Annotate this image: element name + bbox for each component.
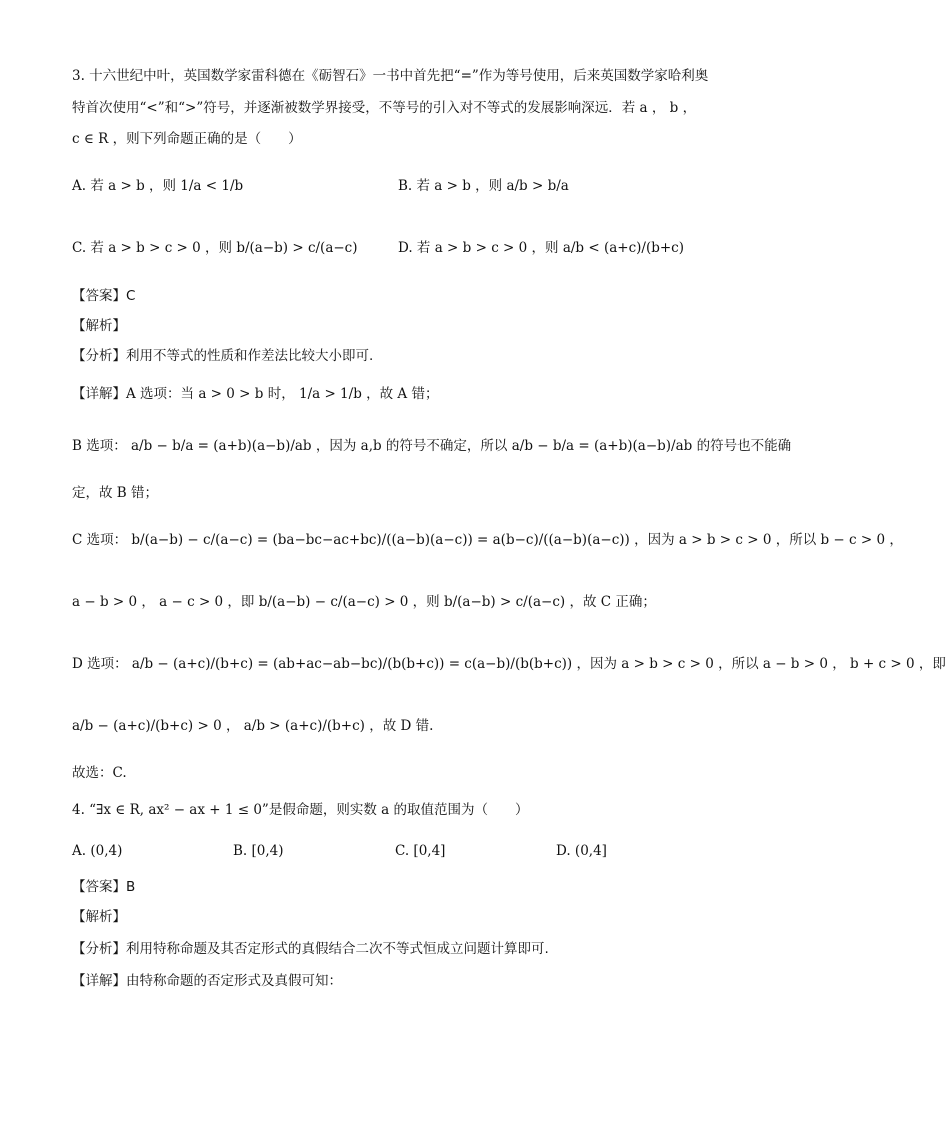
q4-analysis-heading: 【解析】 <box>72 909 126 925</box>
q3-stem-line2: 特首次使用“<”和“>”符号，并逐渐被数学界接受，不等号的引入对不等式的发展影响深远．若 a ， b ， <box>72 100 697 116</box>
q4-answer: 【答案】B <box>72 879 136 895</box>
q3-analysis-summary: 【分析】利用不等式的性质和作差法比较大小即可. <box>72 348 374 364</box>
q3-detail-b-line2: 定，故 B 错； <box>72 485 159 501</box>
q3-detail-c-line1: C 选项： b/(a−b) − c/(a−c) = (ba−bc−ac+bc)/((a−b)(a−c)) = a(b−c)/((a−b)(a−c)) ，因为 a > b > c > 0 ，所以 b − c > 0 ， <box>72 532 903 548</box>
q3-stem-line3: c ∈ R ，则下列命题正确的是（ ） <box>72 131 302 147</box>
q3-detail-d-line2: a/b − (a+c)/(b+c) > 0 ， a/b > (a+c)/(b+c) ，故 D 错. <box>72 718 434 734</box>
q3-option-a: A. 若 a > b ，则 1/a < 1/b <box>72 178 244 194</box>
q4-option-b: B. [0,4) <box>233 843 284 859</box>
q3-detail-d-line1: D 选项： a/b − (a+c)/(b+c) = (ab+ac−ab−bc)/(b(b+c)) = c(a−b)/(b(b+c)) ，因为 a > b > c > 0 ，所以 a − b > 0 ， b + c > 0 ，即 <box>72 656 946 672</box>
q3-detail-a: 【详解】A 选项：当 a > 0 > b 时， 1/a > 1/b ，故 A 错； <box>72 386 439 402</box>
q4-analysis-summary: 【分析】利用特称命题及其否定形式的真假结合二次不等式恒成立问题计算即可. <box>72 941 549 957</box>
q4-option-c: C. [0,4] <box>395 843 446 859</box>
q3-option-c: C. 若 a > b > c > 0 ，则 b/(a−b) > c/(a−c) <box>72 240 358 256</box>
q3-final-choice: 故选：C. <box>72 765 127 781</box>
q4-detail: 【详解】由特称命题的否定形式及真假可知： <box>72 973 342 989</box>
q4-option-a: A. (0,4) <box>72 843 123 859</box>
q3-option-d: D. 若 a > b > c > 0 ，则 a/b < (a+c)/(b+c) <box>398 240 685 256</box>
q3-option-b: B. 若 a > b ，则 a/b > b/a <box>398 178 569 194</box>
q3-detail-c-line2: a − b > 0 ， a − c > 0 ，即 b/(a−b) − c/(a−c) > 0 ，则 b/(a−b) > c/(a−c) ，故 C 正确； <box>72 594 656 610</box>
q4-stem: 4. “∃x ∈ R, ax² − ax + 1 ≤ 0”是假命题，则实数 a 的取值范围为（ ） <box>72 802 529 818</box>
q4-option-d: D. (0,4] <box>556 843 607 859</box>
q3-analysis-heading: 【解析】 <box>72 318 126 334</box>
q3-answer: 【答案】C <box>72 288 136 304</box>
q3-stem-line1: 3. 十六世纪中叶，英国数学家雷科德在《砺智石》一书中首先把“=”作为等号使用，后来英国数学家哈利奥 <box>72 68 709 84</box>
q3-detail-b-line1: B 选项： a/b − b/a = (a+b)(a−b)/ab ，因为 a,b 的符号不确定，所以 a/b − b/a = (a+b)(a−b)/ab 的符号也不能确 <box>72 438 792 454</box>
